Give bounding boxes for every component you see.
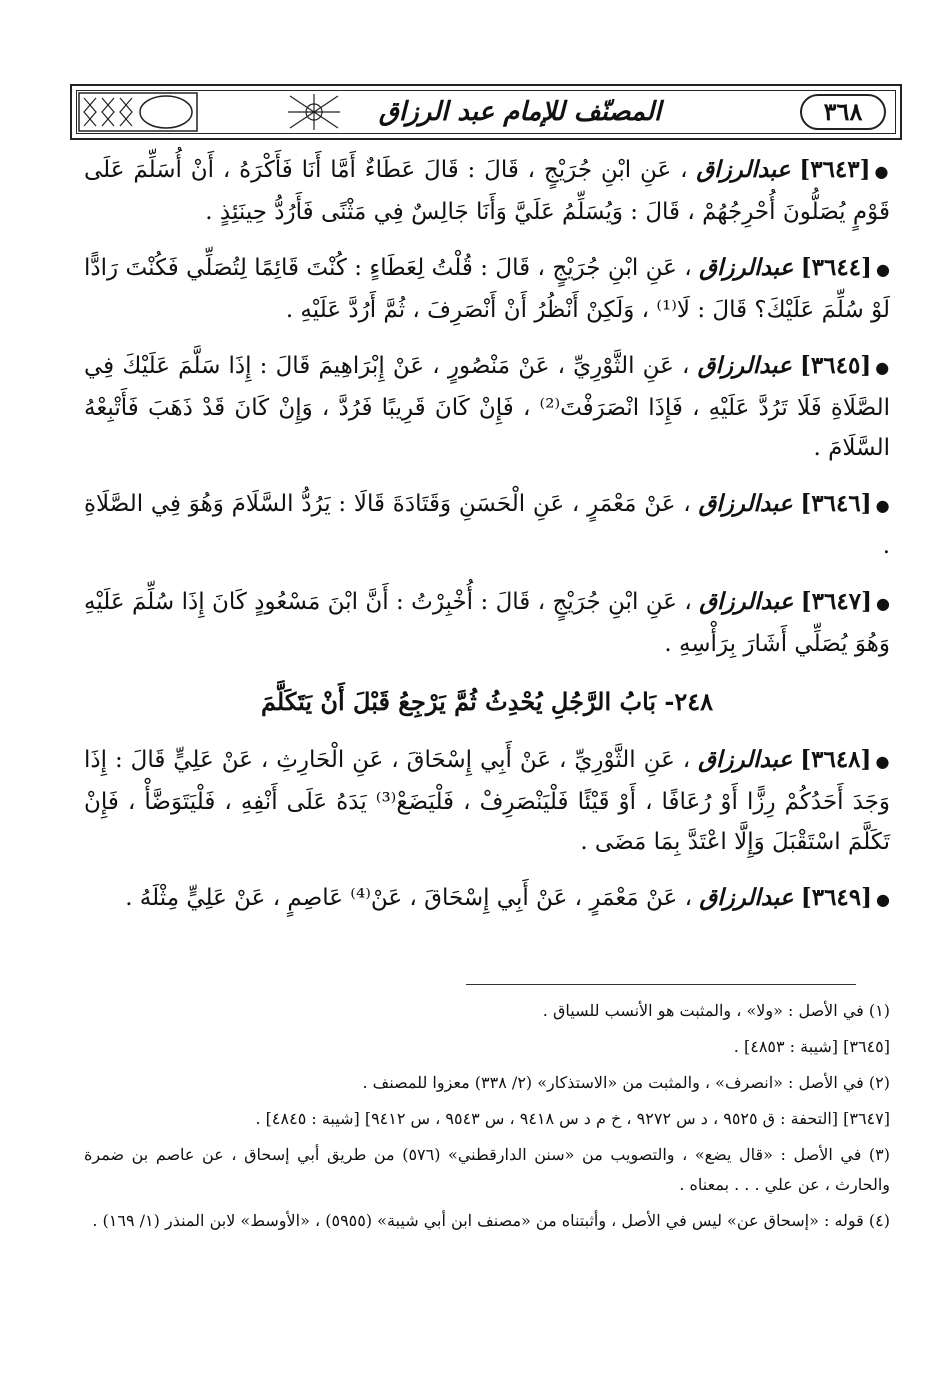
hadith-3649 [84, 878, 890, 920]
bullet-icon: ● [875, 260, 890, 279]
hadith-text: ، عَنْ مَعْمَرٍ ، عَنْ أَبِي إِسْحَاقَ ، عَنْ⁽⁴⁾ عَاصِمٍ ، عَنْ عَلِيٍّ مِثْلَهُ . [125, 885, 693, 911]
book-title: المصنّف للإمام عبد الرزاق [378, 97, 662, 127]
narrator-name: عبدالرزاق [699, 884, 794, 911]
page-number: ٣٦٨ [800, 94, 886, 130]
hadith-number: [٣٦٤٨] [800, 746, 872, 773]
narrator-name: عبدالرزاق [698, 746, 793, 773]
narrator-name: عبدالرزاق [696, 156, 791, 183]
narrator-name: عبدالرزاق [697, 352, 792, 379]
footnote-2: (٢) في الأصل : «انصرف» ، والمثبت من «الاستذكار» (٢/ ٣٣٨) معزوا للمصنف . [362, 1073, 890, 1092]
hadith-number: [٣٦٤٩] [800, 884, 873, 911]
footnote-1: (١) في الأصل : «ولا» ، والمثبت هو الأنسب للسياق . [542, 1001, 890, 1020]
footnotes [84, 996, 890, 1242]
bullet-icon: ● [874, 162, 891, 181]
hadith-3646 [84, 484, 890, 566]
hadith-3644 [84, 248, 890, 330]
hadith-text: ، عَنِ ابْنِ جُرَيْجٍ ، قَالَ : قُلْتُ لِعَطَاءٍ : كُنْتَ قَائِمًا لِتُصَلِّي فَكُنْتَ رَادًّا لَوْ سُلِّمَ عَلَيْكَ؟ قَالَ : لَا⁽¹⁾ ، وَلَكِنْ أَنْظُرُ أَنْ أَنْصَرِفَ ، ثُمَّ أَرُدَّ عَلَيْهِ . [84, 255, 890, 323]
footnote-separator [466, 984, 856, 985]
footnote-3: (٣) في الأصل : «قال يضع» ، والتصويب من «سنن الدارقطني» (٥٧٦) من طريق أبي إسحاق ، عن عاصم بن ضمرة والحارث ، عن علي . . . بمعناه . [84, 1145, 891, 1194]
hadith-number: [٣٦٤٦] [800, 490, 872, 517]
ornament-middle-icon [286, 92, 342, 132]
bullet-icon: ● [875, 358, 891, 377]
hadith-text: ، عَنِ ابْنِ جُرَيْجٍ ، قَالَ : قَالَ عَطَاءٌ أَمَّا أَنَا فَأَكْرَهُ ، أَنْ أُسَلِّمَ عَلَى قَوْمٍ يُصَلُّونَ أُحْرِجُهُمْ ، قَالَ : وَيُسَلِّمُ عَلَيَّ وَأَنَا جَالِسٌ فِي مَثْنًى فَأَرُدُّ حِينَئِذٍ . [84, 157, 890, 225]
footnote-source-3647: [٣٦٤٧] [التحفة : ق ٩٥٢٥ ، د س ٩٢٧٢ ، خ م د س ٩٤١٨ ، س ٩٥٤٣ ، س ٩٤١٢] [شيبة : ٤٨٤٥] . [255, 1109, 890, 1128]
footnote-source-3645: [٣٦٤٥] [شيبة : ٤٨٥٣] . [733, 1037, 890, 1056]
hadith-text: ، عَنِ الثَّوْرِيِّ ، عَنْ أَبِي إِسْحَاقَ ، عَنِ الْحَارِثِ ، عَنْ عَلِيٍّ قَالَ : إِذَا وَجَدَ أَحَدُكُمْ رِزًّا أَوْ رُعَافًا ، أَوْ قَيْئًا فَلْيَنْصَرِفْ ، فَلْيَضَعْ⁽³⁾ يَدَهُ عَلَى أَنْفِهِ ، فَلْيَتَوَضَّأْ ، فَإِنْ تَكَلَّمَ اسْتَقْبَلَ وَإِلَّا اعْتَدَّ بِمَا مَضَى . [84, 747, 891, 855]
hadith-3648 [84, 740, 890, 862]
chapter-title: ٢٤٨- بَابُ الرَّجُلِ يُحْدِثُ ثُمَّ يَرْجِعُ قَبْلَ أَنْ يَتَكَلَّمَ [260, 687, 714, 716]
hadith-number: [٣٦٤٧] [800, 588, 872, 615]
hadith-text: ، عَنْ مَعْمَرٍ ، عَنِ الْحَسَنِ وَقَتَادَةَ قَالَا : يَرُدُّ السَّلَامَ وَهُوَ فِي الصَّلَاةِ . [84, 491, 890, 559]
main-text [84, 150, 890, 936]
ornament-left-icon [78, 92, 198, 132]
bullet-icon: ● [876, 890, 890, 909]
narrator-name: عبدالرزاق [699, 588, 794, 615]
hadith-3647 [84, 582, 890, 664]
narrator-name: عبدالرزاق [698, 490, 793, 517]
footnote-4: (٤) قوله : «إسحاق عن» ليس في الأصل ، وأثبتناه من «مصنف ابن أبي شيبة» (٥٩٥٥) ، «الأوسط» لابن المنذر (١/ ١٦٩) . [92, 1211, 890, 1230]
hadith-text: ، عَنِ الثَّوْرِيِّ ، عَنْ مَنْصُورٍ ، عَنْ إِبْرَاهِيمَ قَالَ : إِذَا سَلَّمَ عَلَيْكَ فِي الصَّلَاةِ فَلَا تَرُدَّ عَلَيْهِ ، فَإِذَا انْصَرَفْتَ⁽²⁾ ، فَإِنْ كَانَ قَرِيبًا فَرُدَّ ، وَإِنْ كَانَ قَدْ ذَهَبَ فَأَتْبِعْهُ السَّلَامَ . [84, 353, 891, 461]
hadith-3643 [84, 150, 890, 232]
bullet-icon: ● [875, 594, 890, 613]
bullet-icon: ● [875, 496, 891, 515]
hadith-3645 [84, 346, 890, 468]
narrator-name: عبدالرزاق [699, 254, 794, 281]
hadith-number: [٣٦٤٣] [799, 156, 871, 183]
bullet-icon: ● [875, 752, 891, 771]
hadith-number: [٣٦٤٤] [800, 254, 872, 281]
hadith-text: ، عَنِ ابْنِ جُرَيْجٍ ، قَالَ : أُخْبِرْتُ : أَنَّ ابْنَ مَسْعُودٍ كَانَ إِذَا سُلِّمَ عَلَيْهِ وَهُوَ يُصَلِّي أَشَارَ بِرَأْسِهِ . [84, 589, 890, 657]
hadith-number: [٣٦٤٥] [800, 352, 872, 379]
running-header [70, 84, 902, 140]
